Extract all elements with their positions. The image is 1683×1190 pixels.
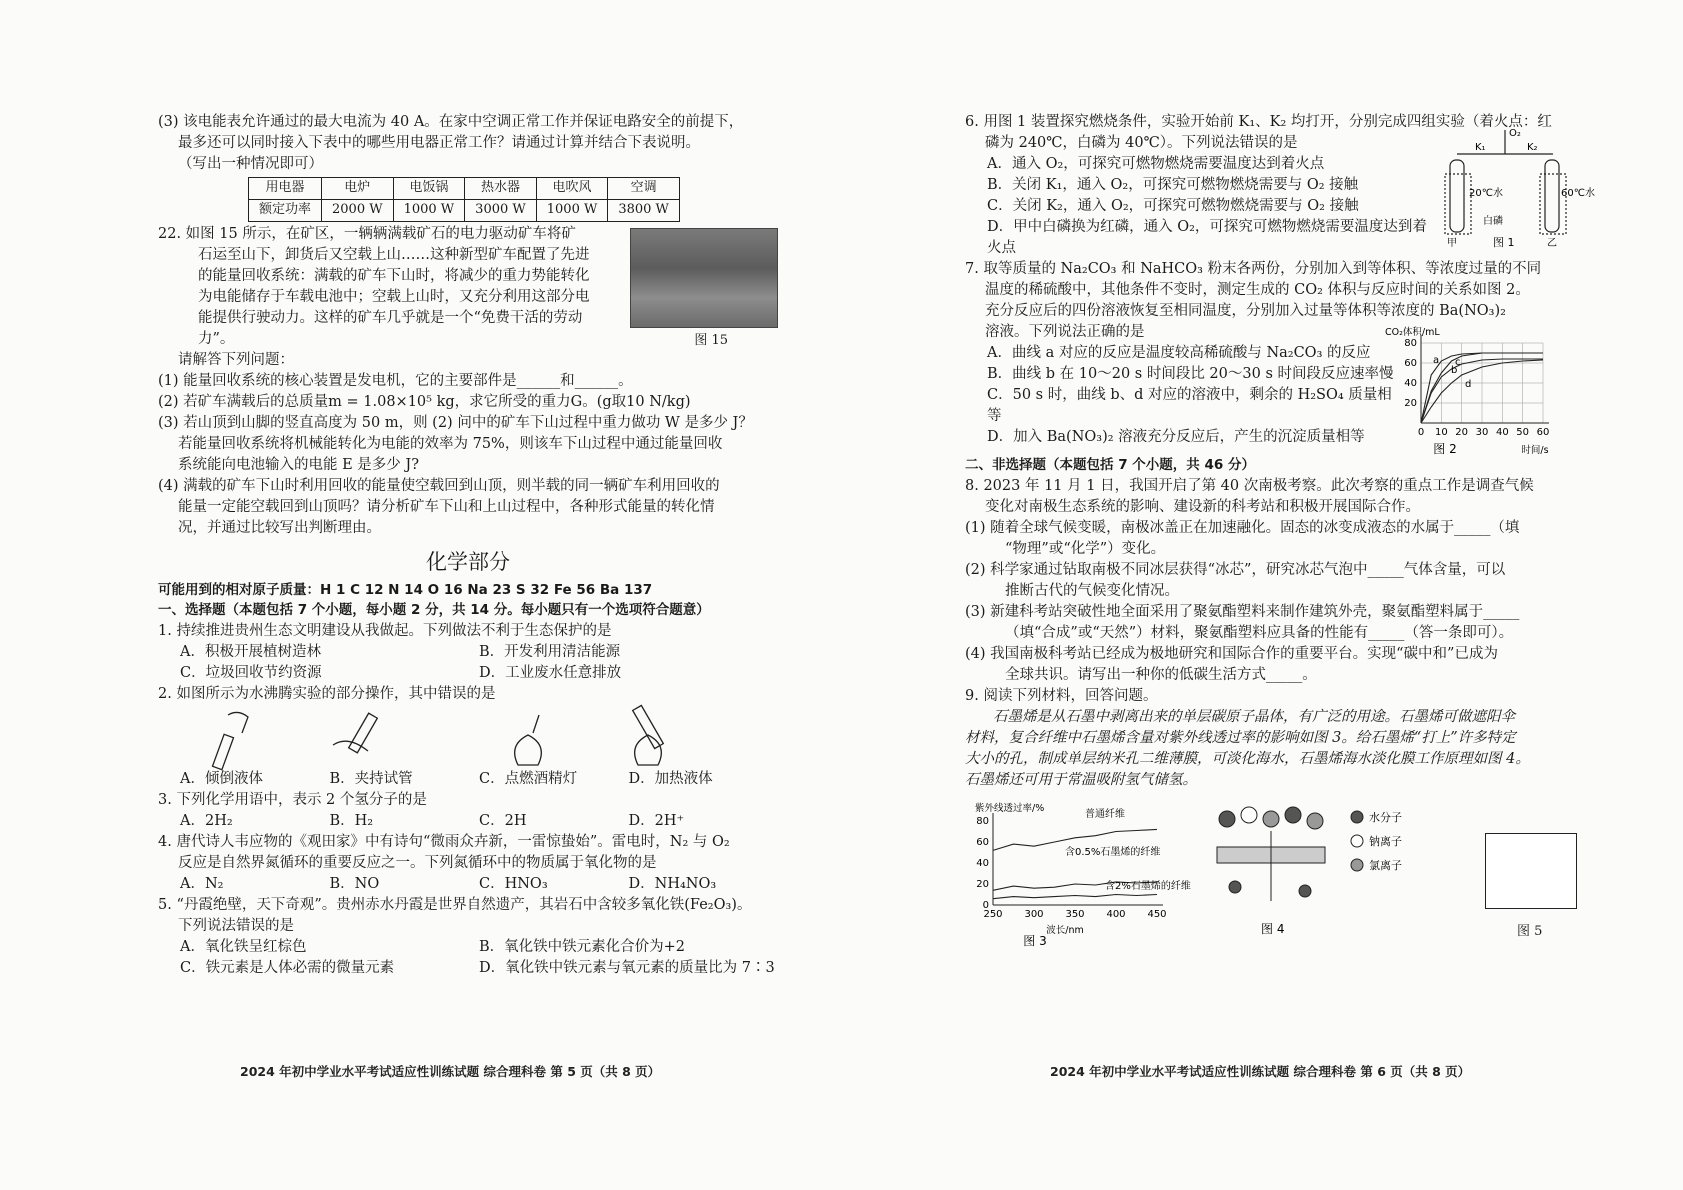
chart-caption: 图 2: [1433, 442, 1457, 457]
q22-sub3c: 系统能向电池输入的电能 E 是多少 J?: [178, 456, 419, 473]
y-axis-label: 紫外线透过率/%: [975, 803, 1045, 815]
c3-option-c: C．2H: [479, 812, 527, 829]
tube-jia-label: 甲: [1447, 238, 1457, 250]
desalination-figure: [1205, 801, 1455, 941]
lab-operations-figure: [158, 705, 778, 769]
section-two-heading: 二、非选择题（本题包括 7 个小题，共 46 分）: [965, 457, 1255, 474]
c1-option-a: A．积极开展植树造林: [180, 643, 321, 660]
y-tick-label: 40: [976, 858, 989, 870]
q21-3-line2: 最多还可以同时接入下表中的哪些用电器正常工作？请通过计算并结合下表说明。: [178, 135, 700, 152]
legend-chloride-label: 氯离子: [1369, 859, 1402, 873]
y-tick-label: 80: [1404, 338, 1417, 350]
c5-option-a: A．氧化铁呈红棕色: [180, 938, 307, 955]
c2-option-b: B．夹持试管: [329, 770, 413, 787]
chloride-ion-icon: [1263, 811, 1279, 827]
q22-sub3a: (3) 若山顶到山脚的竖直高度为 50 m，则 (2) 问中的矿车下山过程中重力做功 W 是多少 J？: [158, 414, 753, 431]
hand-icon: [228, 712, 248, 733]
match-icon: [533, 715, 539, 733]
y-tick-label: 0: [982, 900, 989, 912]
legend-sodium-label: 钠离子: [1369, 835, 1402, 849]
c9-stem: 9. 阅读下列材料，回答问题。: [965, 687, 1158, 704]
table-header-cell: 用电器: [249, 178, 322, 200]
water-molecule-icon-3: [1229, 881, 1241, 893]
test-tube-icon: [212, 734, 233, 769]
x-tick-label: 450: [1147, 909, 1167, 921]
c6-stem-1: 6. 用图 1 装置探究燃烧条件，实验开始前 K₁、K₂ 均打开，分别完成四组实验（着火点：红: [965, 114, 1552, 130]
alcohol-lamp-icon: [515, 735, 542, 765]
tube-yi-label: 乙: [1547, 238, 1557, 250]
beaker-60c: [1540, 174, 1566, 234]
series-label-1: 含0.5%石墨烯的纤维: [1065, 847, 1161, 859]
fig15-caption: 图 15: [694, 332, 728, 348]
c2-option-c: C．点燃酒精灯: [479, 770, 578, 787]
water-molecule-icon: [1219, 811, 1235, 827]
c9-para-3: 大小的孔，制成单层纳米孔二维薄膜，可淡化海水，石墨烯海水淡化膜工作原理如图 4。: [965, 751, 1530, 768]
x-tick-label: 50: [1516, 427, 1530, 439]
x-tick-label: 400: [1106, 909, 1126, 921]
c8-2-line2: 推断古代的气候变化情况。: [1005, 582, 1179, 599]
c3-option-a: A．2H₂: [180, 812, 233, 829]
y-axis-label: CO₂体积/mL: [1385, 327, 1440, 339]
q22-sub2: (2) 若矿车满载后的总质量m = 1.08×10⁵ kg，求它所受的重力G。(g取10 N/kg): [158, 393, 691, 410]
c2-figures: [158, 705, 778, 769]
table-header-row: [249, 178, 680, 200]
c4-option-b: B．NO: [329, 875, 380, 892]
x-tick-label: 350: [1065, 909, 1085, 921]
beaker-20c: [1445, 174, 1471, 234]
table-cell: 2000 W: [322, 199, 394, 221]
y-tick-label: 20: [976, 879, 989, 891]
x-tick-label: 10: [1434, 427, 1448, 439]
chloride-ion-icon-2: [1307, 813, 1323, 829]
c8-4-line1: (4) 我国南极科考站已经成为极地研究和国际合作的重要平台。实现“碳中和”已成为: [965, 645, 1498, 662]
c1-stem: 1. 持续推进贵州生态文明建设从我做起。下列做法不利于生态保护的是: [158, 622, 612, 639]
c5-option-d: D．氧化铁中铁元素与氧元素的质量比为 7∶3: [479, 959, 775, 976]
c5-option-b: B．氧化铁中铁元素化合价为+2: [479, 938, 686, 955]
c8-stem-1: 8. 2023 年 11 月 1 日，我国开启了第 40 次南极考察。此次考察的重点工作是调查气候: [965, 477, 1534, 494]
y-tick-label: 40: [1404, 378, 1417, 390]
series-label-2: c: [1455, 357, 1461, 369]
series-line-2: [993, 895, 1157, 899]
q22-line5: 能提供行驶动力。这样的矿车几乎就是一个“免费干活的劳动: [198, 309, 583, 326]
c4-stem-1: 4. 唐代诗人韦应物的《观田家》中有诗句“微雨众卉新，一雷惊蛰始”。雷电时，N₂ 与 O₂: [158, 833, 730, 850]
fig5-box: [1485, 833, 1577, 909]
c8-1-line2: “物理”或“化学”）变化。: [1005, 540, 1166, 557]
tube-yi: [1545, 160, 1559, 232]
c5-options: [158, 937, 778, 979]
c6-option-c: C．关闭 K₂，通入 O₂，可探究可燃物燃烧需要与 O₂ 接触: [987, 198, 1359, 215]
y-tick-label: 20: [1404, 398, 1417, 410]
c4-option-a: A．N₂: [180, 875, 224, 892]
fig1-caption: 图 1: [1493, 236, 1515, 250]
co2-volume-chart: [1385, 325, 1560, 459]
right-page-footer: 2024 年初中学业水平考试适应性训练试题 综合理科卷 第 6 页（共 8 页）: [1050, 1064, 1471, 1079]
c2-stem: 2. 如图所示为水沸腾实验的部分操作，其中错误的是: [158, 685, 496, 702]
q22-line6: 力”。: [198, 330, 235, 347]
q22-sub4b: 能量一定能空载回到山顶吗？请分析矿车下山和上山过程中，各种形式能量的转化情: [178, 498, 715, 515]
sodium-ion-icon: [1241, 807, 1257, 823]
x-tick-label: 20: [1455, 427, 1469, 439]
q22-block: [158, 224, 778, 371]
uv-transmittance-chart: [965, 797, 1191, 949]
k2-label: K₂: [1527, 142, 1538, 154]
series-label-2: 含2%石墨烯的纤维: [1105, 881, 1191, 893]
c7-stem-3: 充分反应后的四份溶液恢复至相同温度，分别加入过量等体积等浓度的 Ba(NO₃)₂: [985, 303, 1506, 320]
right-page: [965, 112, 1595, 949]
table-header-cell: 空调: [608, 178, 680, 200]
table-row: [249, 199, 680, 221]
chart-caption: 图 3: [1023, 934, 1047, 949]
c4-stem-2: 反应是自然界氮循环的重要反应之一。下列氮循环中的物质属于氧化物的是: [178, 854, 657, 871]
c1-options: [158, 642, 778, 684]
water-60c-label: 60℃水: [1561, 188, 1595, 200]
left-page-footer: 2024 年初中学业水平考试适应性训练试题 综合理科卷 第 5 页（共 8 页）: [240, 1064, 661, 1079]
c2-option-d: D．加热液体: [628, 770, 713, 787]
table-header-cell: 电炉: [322, 178, 394, 200]
table-cell: 3000 W: [465, 199, 537, 221]
c6-option-d: D．甲中白磷换为红磷，通入 O₂，可探究可燃物燃烧需要温度达到着火点: [987, 219, 1427, 257]
c3-options: [158, 811, 778, 832]
q21-3-line3: （写出一种情况即可）: [178, 156, 323, 173]
legend-water-icon: [1351, 811, 1363, 823]
fig4-caption: 图 4: [1261, 922, 1285, 937]
q22-sub3b: 若能量回收系统将机械能转化为电能的效率为 75%，则该车下山过程中通过能量回收: [178, 435, 723, 452]
c8-4-line2: 全球共识。请写出一种你的低碳生活方式_____。: [1005, 666, 1317, 683]
legend-chloride-icon: [1351, 859, 1363, 871]
c4-option-c: C．HNO₃: [479, 875, 548, 892]
series-label-1: b: [1451, 365, 1458, 377]
c9-para-1: 石墨烯是从石墨中剥离出来的单层碳原子晶体，有广泛的用途。石墨烯可做遮阳伞: [993, 708, 1515, 725]
c7-stem-4: 溶液。下列说法正确的是: [985, 324, 1145, 341]
atomic-mass-line: 可能用到的相对原子质量：H 1 C 12 N 14 O 16 Na 23 S 32 Fe 56 Ba 137: [158, 582, 653, 599]
series-label-0: 普通纤维: [1085, 809, 1125, 821]
c7-option-a: A．曲线 a 对应的反应是温度较高稀硫酸与 Na₂CO₃ 的反应: [987, 345, 1371, 362]
combustion-apparatus-figure: [1435, 124, 1595, 254]
o2-label: O₂: [1509, 128, 1521, 140]
k1-label: K₁: [1475, 142, 1486, 154]
q22-line3: 的能量回收系统：满载的矿车下山时，将减少的重力势能转化: [198, 267, 590, 284]
c1-option-c: C．垃圾回收节约资源: [180, 664, 322, 681]
water-molecule-icon-2: [1285, 807, 1301, 823]
left-page: [158, 112, 778, 979]
mining-truck-photo: [630, 228, 778, 328]
q22-line4: 为电能储存于车载电池中；空载上山时，又充分利用这部分电: [198, 288, 590, 305]
series-label-3: d: [1465, 379, 1472, 391]
tube-jia: [1450, 160, 1464, 232]
c8-2-line1: (2) 科学家通过钻取南极不同冰层获得“冰芯”，研究冰芯气泡中_____气体含量，可以: [965, 561, 1506, 578]
c9-figures: [965, 791, 1580, 949]
white-phosphorus-label: 白磷: [1483, 216, 1503, 228]
x-tick-label: 40: [1495, 427, 1509, 439]
x-tick-label: 250: [983, 909, 1003, 921]
heating-tube-icon: [633, 705, 664, 748]
c7-stem-2: 温度的稀硫酸中，其他条件不变时，测定生成的 CO₂ 体积与反应时间的关系如图 2。: [985, 282, 1530, 299]
c3-option-d: D．2H⁺: [628, 812, 685, 829]
c4-options: [158, 874, 778, 895]
table-cell: 1000 W: [536, 199, 608, 221]
x-axis-label: 波长/nm: [1046, 925, 1084, 937]
c7-option-b: B．曲线 b 在 10～20 s 时间段比 20～30 s 时间段反应速率慢: [987, 366, 1394, 383]
c2-options: [158, 769, 778, 790]
c2-option-a: A．倾倒液体: [180, 770, 263, 787]
q22-sub4a: (4) 满载的矿车下山时利用回收的能量使空载回到山顶，则半载的同一辆矿车利用回收的: [158, 477, 720, 494]
x-tick-label: 0: [1417, 427, 1425, 439]
table-cell: 3800 W: [608, 199, 680, 221]
power-table: [248, 177, 680, 222]
c1-option-d: D．工业废水任意排放: [479, 664, 622, 681]
legend-water-label: 水分子: [1369, 811, 1402, 825]
water-molecule-icon-4: [1299, 885, 1311, 897]
x-tick-label: 30: [1475, 427, 1489, 439]
c6-stem-2: 磷为 240℃，白磷为 40℃）。下列说法错误的是: [985, 135, 1298, 152]
c3-stem: 3. 下列化学用语中，表示 2 个氢分子的是: [158, 791, 427, 808]
q22-line7: 请解答下列问题：: [178, 351, 294, 368]
c8-3-line2: （填“合成”或“天然”）材料，聚氨酯塑料应具备的性能有_____（答一条即可）。: [1005, 624, 1514, 641]
q21-3-line1: (3) 该电能表允许通过的最大电流为 40 A。在家中空调正常工作并保证电路安全的前提下，: [158, 114, 744, 130]
c8-3-line1: (3) 新建科考站突破性地全面采用了聚氨酯塑料来制作建筑外壳，聚氨酯塑料属于_____: [965, 603, 1520, 620]
q22-line2: 石运至山下，卸货后又空载上山……这种新型矿车配置了先进: [198, 246, 590, 263]
table-cell: 额定功率: [249, 199, 322, 221]
x-tick-label: 60: [1536, 427, 1550, 439]
table-header-cell: 电吹风: [536, 178, 608, 200]
c7-stem-1: 7. 取等质量的 Na₂CO₃ 和 NaHCO₃ 粉末各两份，分别加入到等体积、等浓度过量的不同: [965, 261, 1542, 278]
c8-stem-2: 变化对南极生态系统的影响、建设新的科考站和积极开展国际合作。: [985, 498, 1420, 515]
c5-option-c: C．铁元素是人体必需的微量元素: [180, 959, 395, 976]
y-tick-label: 80: [976, 816, 989, 828]
c8-1-line1: (1) 随着全球气候变暖，南极冰盖正在加速融化。固态的冰变成液态的水属于_____（填: [965, 519, 1520, 536]
c9-para-4: 石墨烯还可用于常温吸附氢气储氢。: [965, 772, 1197, 789]
q22-sub1: (1) 能量回收系统的核心装置是发电机，它的主要部件是______和______。: [158, 372, 633, 389]
table-cell: 1000 W: [393, 199, 465, 221]
c4-option-d: D．NH₄NO₃: [628, 875, 717, 892]
c6-option-a: A．通入 O₂，可探究可燃物燃烧需要温度达到着火点: [987, 156, 1325, 173]
c6-option-b: B．关闭 K₁，通入 O₂，可探究可燃物燃烧需要与 O₂ 接触: [987, 177, 1359, 194]
q22-sub4c: 况，并通过比较写出判断理由。: [178, 519, 381, 536]
chemistry-section-title: 化学部分: [426, 549, 510, 574]
c6-options: [965, 154, 1435, 259]
c7-option-d: D．加入 Ba(NO₃)₂ 溶液充分反应后，产生的沉淀质量相等: [987, 429, 1365, 446]
legend-sodium-icon: [1351, 835, 1363, 847]
table-header-cell: 热水器: [465, 178, 537, 200]
c5-stem-1: 5. “丹霞绝壁，天下奇观”。贵州赤水丹霞是世界自然遗产，其岩石中含较多氧化铁(Fe₂O₃)。: [158, 896, 752, 913]
x-axis-label: 时间/s: [1521, 445, 1549, 457]
c3-option-b: B．H₂: [329, 812, 374, 829]
series-label-0: a: [1433, 355, 1440, 367]
y-tick-label: 60: [1404, 358, 1417, 370]
c9-para-2: 材料，复合纤维中石墨烯含量对紫外线透过率的影响如图 3。给石墨烯“打上”许多特定: [965, 730, 1516, 746]
table-header-cell: 电饭锅: [393, 178, 465, 200]
x-tick-label: 300: [1024, 909, 1044, 921]
y-tick-label: 60: [976, 837, 989, 849]
c1-option-b: B．开发利用清洁能源: [479, 643, 621, 660]
fig5-caption: 图 5: [1517, 924, 1543, 940]
c5-stem-2: 下列说法错误的是: [178, 917, 294, 934]
section-one-heading: 一、选择题（本题包括 7 个小题，每小题 2 分，共 14 分。每小题只有一个选项符合题意）: [158, 601, 710, 618]
c7-options: [965, 343, 1395, 448]
alcohol-lamp-icon-2: [635, 735, 662, 765]
water-20c-label: 20℃水: [1469, 188, 1503, 200]
c7-option-c: C．50 s 时，曲线 b、d 对应的溶液中，剩余的 H₂SO₄ 质量相等: [987, 387, 1392, 425]
q22-line1: 22. 如图 15 所示，在矿区，一辆辆满载矿石的电力驱动矿车将矿: [158, 225, 576, 242]
